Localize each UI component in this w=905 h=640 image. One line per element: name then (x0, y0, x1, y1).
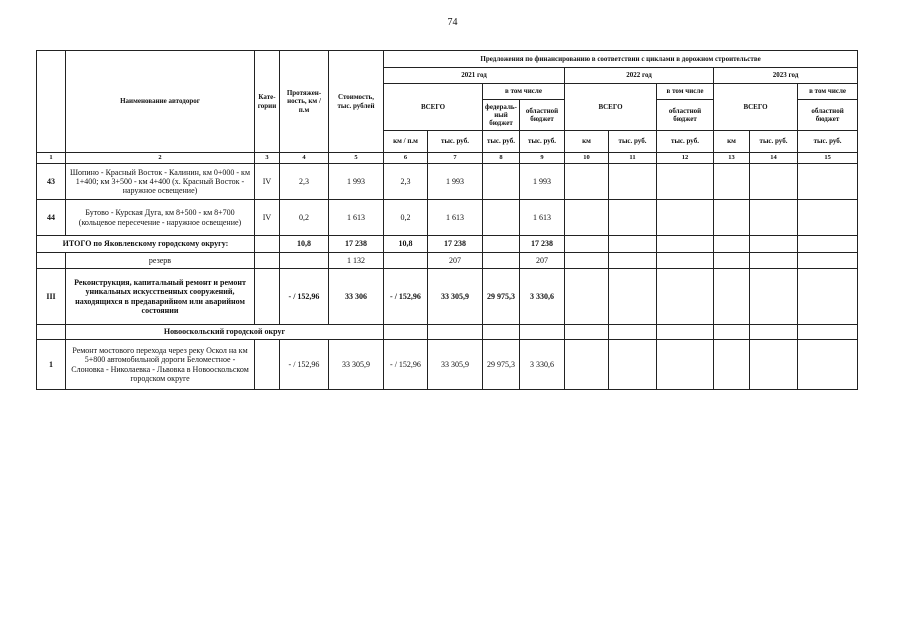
header-total-2022: ВСЕГО (565, 84, 657, 131)
header-regional-2022: областной бюджет (657, 100, 714, 131)
road-category: IV (255, 200, 280, 236)
col-number: 9 (520, 153, 565, 164)
empty-cell (798, 269, 858, 325)
empty-cell (657, 236, 714, 253)
empty-cell (609, 253, 657, 269)
col-number: 1 (37, 153, 66, 164)
empty-cell (798, 325, 858, 340)
col-number: 8 (483, 153, 520, 164)
header-year-2022: 2022 год (565, 68, 714, 84)
km-2021: 0,2 (384, 200, 428, 236)
col-number: 7 (428, 153, 483, 164)
page-number: 74 (447, 17, 458, 28)
federal-2021 (483, 164, 520, 200)
okrug-label: Новооскольский городской округ (66, 325, 384, 340)
regional-2021: 3 330,6 (520, 340, 565, 390)
empty-cell (483, 253, 520, 269)
empty-cell (37, 325, 66, 340)
empty-cell (798, 340, 858, 390)
empty-cell (255, 253, 280, 269)
road-name: Бутово - Курская Дуга, км 8+500 - км 8+700 (кольцевое пересечение - наружное освещение) (66, 200, 255, 236)
road-length: 0,2 (280, 200, 329, 236)
road-name: Ремонт мостового перехода через реку Оскол на км 5+800 автомобильной дороги Беломестное - Слоновка - Николаевка - Львовка в Новооскольском городском округе (66, 340, 255, 390)
empty-cell (483, 236, 520, 253)
section-name: Реконструкция, капитальный ремонт и ремонт уникальных искусственных сооружений, находящихся в предаварийном или аварийном состоянии (66, 269, 255, 325)
header-category: Кате-гории (255, 51, 280, 153)
empty-cell (798, 236, 858, 253)
unit-rub-2023-total: тыс. руб. (750, 131, 798, 153)
unit-rub-2021-total: тыс. руб. (428, 131, 483, 153)
road-cost: 1 613 (329, 200, 384, 236)
total-regional-2021: 17 238 (520, 236, 565, 253)
empty-cell (714, 164, 750, 200)
table-row (37, 164, 858, 200)
header-year-2023: 2023 год (714, 68, 858, 84)
header-incl-2021: в том числе (483, 84, 565, 100)
total-length: 10,8 (280, 236, 329, 253)
header-proposals: Предложения по финансированию в соответствии с циклами в дорожном строительстве (384, 51, 858, 68)
header-regional-2023: областной бюджет (798, 100, 858, 131)
section-regional-2021: 3 330,6 (520, 269, 565, 325)
empty-cell (657, 253, 714, 269)
empty-cell (255, 236, 280, 253)
table-row (37, 340, 858, 390)
total-row (37, 236, 858, 253)
empty-cell (384, 253, 428, 269)
empty-cell (750, 200, 798, 236)
empty-cell (609, 164, 657, 200)
row-number: 43 (37, 164, 66, 200)
col-number: 13 (714, 153, 750, 164)
road-category: IV (255, 164, 280, 200)
total-cost: 17 238 (329, 236, 384, 253)
empty-cell (520, 325, 565, 340)
unit-rub-2021-fed: тыс. руб. (483, 131, 520, 153)
empty-cell (565, 340, 609, 390)
empty-cell (483, 325, 520, 340)
unit-rub-2022-total: тыс. руб. (609, 131, 657, 153)
empty-cell (384, 325, 428, 340)
unit-rub-2021-reg: тыс. руб. (520, 131, 565, 153)
empty-cell (657, 325, 714, 340)
empty-cell (657, 200, 714, 236)
empty-cell (798, 200, 858, 236)
reserve-label: резерв (66, 253, 255, 269)
empty-cell (428, 325, 483, 340)
col-number: 15 (798, 153, 858, 164)
empty-cell (609, 200, 657, 236)
empty-cell (565, 236, 609, 253)
unit-rub-2022-reg: тыс. руб. (657, 131, 714, 153)
total-sum-2021: 17 238 (428, 236, 483, 253)
section-total-2021: 33 305,9 (428, 269, 483, 325)
road-length: 2,3 (280, 164, 329, 200)
empty-cell (37, 253, 66, 269)
section-federal-2021: 29 975,3 (483, 269, 520, 325)
section-number: III (37, 269, 66, 325)
empty-cell (750, 325, 798, 340)
empty-cell (798, 164, 858, 200)
empty-cell (565, 325, 609, 340)
road-cost: 1 993 (329, 164, 384, 200)
header-total-2021: ВСЕГО (384, 84, 483, 131)
col-number: 11 (609, 153, 657, 164)
empty-cell (280, 253, 329, 269)
empty-cell (798, 253, 858, 269)
empty-cell (565, 200, 609, 236)
empty-cell (750, 340, 798, 390)
km-2021: 2,3 (384, 164, 428, 200)
okrug-row (37, 325, 858, 340)
reserve-row (37, 253, 858, 269)
header-incl-2023: в том числе (798, 84, 858, 100)
section-km-2021: - / 152,96 (384, 269, 428, 325)
empty-cell (714, 253, 750, 269)
empty-cell (714, 236, 750, 253)
empty-cell (657, 269, 714, 325)
empty-cell (565, 164, 609, 200)
road-cost: 33 305,9 (329, 340, 384, 390)
col-number: 2 (66, 153, 255, 164)
empty-cell (255, 340, 280, 390)
col-number: 4 (280, 153, 329, 164)
empty-cell (255, 269, 280, 325)
header-length: Протяжен-ность, км / п.м (280, 51, 329, 153)
empty-cell (750, 269, 798, 325)
unit-km-2022: км (565, 131, 609, 153)
total-2021: 33 305,9 (428, 340, 483, 390)
empty-cell (609, 340, 657, 390)
reserve-regional-2021: 207 (520, 253, 565, 269)
unit-rub-2023-reg: тыс. руб. (798, 131, 858, 153)
col-number: 5 (329, 153, 384, 164)
empty-cell (565, 269, 609, 325)
empty-cell (609, 236, 657, 253)
total-label: ИТОГО по Яковлевскому городскому округу: (37, 236, 255, 253)
total-2021: 1 613 (428, 200, 483, 236)
header-federal-2021: федераль-ный бюджет (483, 100, 520, 131)
section-length: - / 152,96 (280, 269, 329, 325)
header-year-2021: 2021 год (384, 68, 565, 84)
empty-cell (714, 340, 750, 390)
col-number: 12 (657, 153, 714, 164)
road-length: - / 152,96 (280, 340, 329, 390)
row-number: 44 (37, 200, 66, 236)
total-2021: 1 993 (428, 164, 483, 200)
empty-cell (714, 325, 750, 340)
section-cost: 33 306 (329, 269, 384, 325)
empty-cell (657, 340, 714, 390)
reserve-total-2021: 207 (428, 253, 483, 269)
unit-km-pm: км / п.м (384, 131, 428, 153)
federal-2021 (483, 200, 520, 236)
empty-cell (750, 164, 798, 200)
col-number: 10 (565, 153, 609, 164)
empty-cell (609, 325, 657, 340)
road-name: Шопино - Красный Восток - Калинин, км 0+000 - км 1+400; км 3+500 - км 4+400 (х. Красный Восток - наружное освещение) (66, 164, 255, 200)
section-row (37, 269, 858, 325)
col-number: 14 (750, 153, 798, 164)
empty-cell (714, 200, 750, 236)
header-regional-2021: областной бюджет (520, 100, 565, 131)
header-total-2023: ВСЕГО (714, 84, 798, 131)
empty-cell (750, 253, 798, 269)
federal-2021: 29 975,3 (483, 340, 520, 390)
unit-km-2023: км (714, 131, 750, 153)
empty-cell (657, 164, 714, 200)
km-2021: - / 152,96 (384, 340, 428, 390)
reserve-cost: 1 132 (329, 253, 384, 269)
header-cost: Стоимость, тыс. рублей (329, 51, 384, 153)
empty-cell (714, 269, 750, 325)
table-row (37, 200, 858, 236)
row-number: 1 (37, 340, 66, 390)
header-incl-2022: в том числе (657, 84, 714, 100)
empty-cell (609, 269, 657, 325)
total-km-2021: 10,8 (384, 236, 428, 253)
empty-cell (565, 253, 609, 269)
header-road-name: Наименование автодорог (66, 51, 255, 153)
empty-cell (750, 236, 798, 253)
col-number: 3 (255, 153, 280, 164)
regional-2021: 1 993 (520, 164, 565, 200)
col-number: 6 (384, 153, 428, 164)
header-blank-no (37, 51, 66, 153)
regional-2021: 1 613 (520, 200, 565, 236)
road-financing-table (36, 50, 858, 390)
